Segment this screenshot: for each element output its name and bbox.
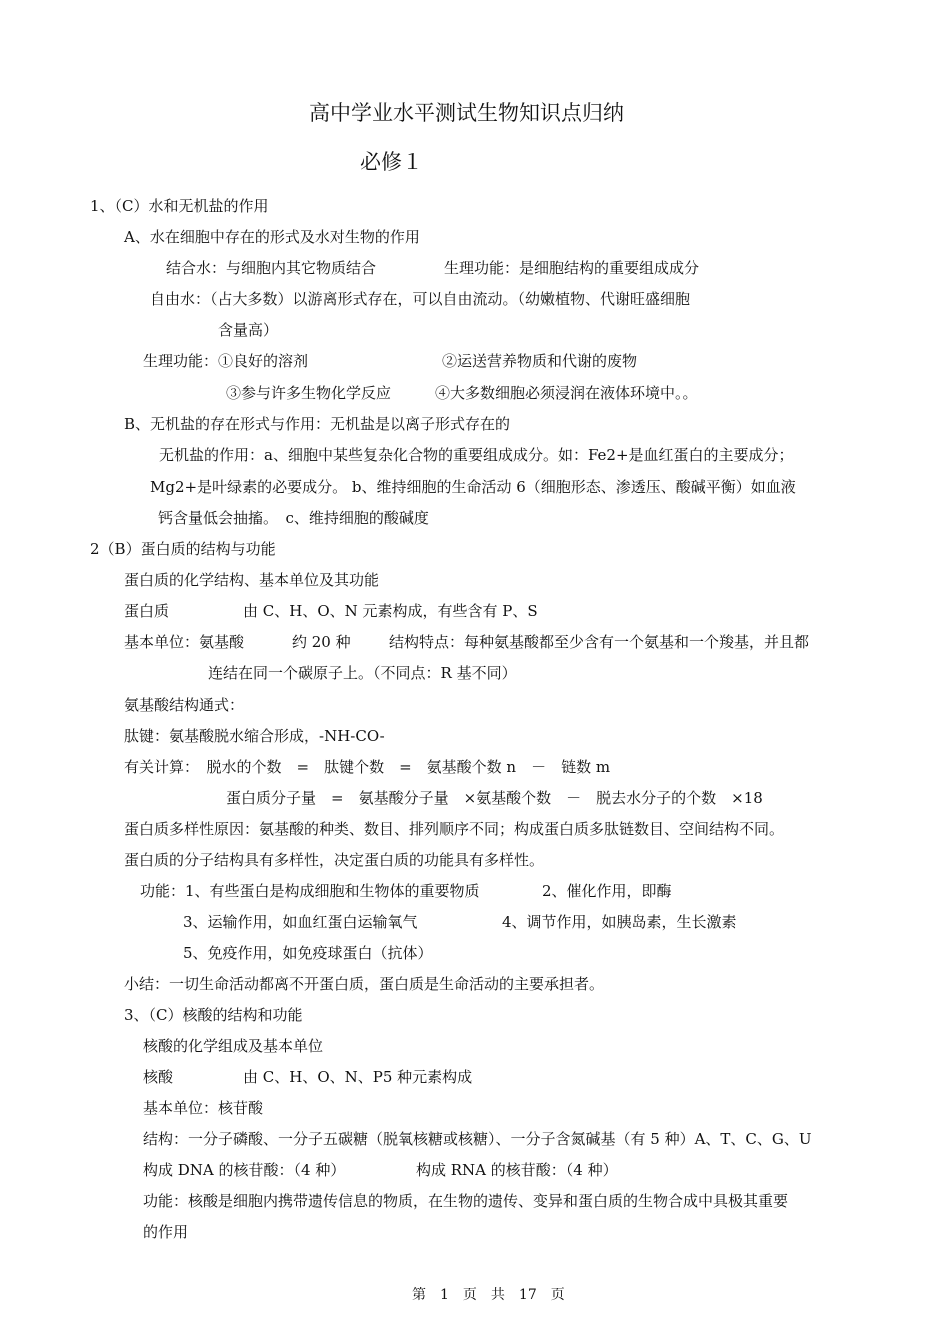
text-line: 生理功能：①良好的溶剂 (143, 352, 309, 370)
text-line: 自由水：（占大多数）以游离形式存在，可以自由流动。（幼嫩植物、代谢旺盛细胞 (150, 290, 691, 308)
section-1-heading: 1、（C）水和无机盐的作用 (90, 197, 269, 215)
page-footer: 第 1 页 共 17 页 (412, 1287, 565, 1303)
text-line: 的作用 (143, 1223, 189, 1241)
text-line: 生理功能：是细胞结构的重要组成成分 (444, 259, 700, 277)
text-line: Mg2+是叶绿素的必要成分。 b、维持细胞的生命活动 6（细胞形态、渗透压、酸碱平衡）如血液 (150, 478, 796, 496)
text-line: 基本单位：核苷酸 (143, 1099, 264, 1117)
text-line: 无机盐的作用：a、细胞中某些复杂化合物的重要组成成分。如：Fe2+是血红蛋白的主要成分； (159, 446, 794, 464)
text-line: 核酸的化学组成及基本单位 (143, 1037, 324, 1055)
text-line: 构成 RNA 的核苷酸：（4 种） (416, 1161, 618, 1179)
section-3-heading: 3、（C）核酸的结构和功能 (124, 1006, 303, 1024)
text-line: 5、免疫作用，如免疫球蛋白（抗体） (183, 944, 433, 962)
text-line: 蛋白质分子量 = 氨基酸分子量 ×氨基酸个数 － 脱去水分子的个数 ×18 (226, 789, 763, 807)
text-line: 核酸 (143, 1068, 174, 1086)
text-line: 构成 DNA 的核苷酸：（4 种） (143, 1161, 346, 1179)
text-line: 有关计算： 脱水的个数 = 肽键个数 = 氨基酸个数 n － 链数 m (124, 758, 611, 776)
text-line: 氨基酸结构通式： (124, 696, 245, 714)
text-line: 约 20 种 (292, 633, 351, 651)
text-line: 蛋白质多样性原因：氨基酸的种类、数目、排列顺序不同；构成蛋白质多肽链数目、空间结构不同。 (124, 820, 785, 838)
text-line: 结合水：与细胞内其它物质结合 (166, 259, 377, 277)
page-subtitle: 必修１ (360, 150, 423, 174)
text-line: 2、催化作用，即酶 (542, 882, 672, 900)
page-title: 高中学业水平测试生物知识点归纳 (309, 101, 624, 125)
text-line: ③参与许多生物化学反应 (226, 384, 392, 402)
text-line: 肽键：氨基酸脱水缩合形成，-NH-CO- (124, 727, 385, 745)
text-line: 4、调节作用，如胰岛素，生长激素 (502, 913, 737, 931)
text-line: 结构：一分子磷酸、一分子五碳糖（脱氧核糖或核糖）、一分子含氮碱基（有 5 种）A、T、C、G、U (143, 1130, 812, 1148)
text-line: 蛋白质 (124, 602, 170, 620)
section-1b-heading: B、无机盐的存在形式与作用：无机盐是以离子形式存在的 (124, 415, 511, 433)
section-1a-heading: A、水在细胞中存在的形式及水对生物的作用 (124, 228, 420, 246)
text-line: ④大多数细胞必须浸润在液体环境中。。 (435, 384, 698, 402)
text-line: 功能：核酸是细胞内携带遗传信息的物质，在生物的遗传、变异和蛋白质的生物合成中具极其重要 (143, 1192, 789, 1210)
text-line: 蛋白质的化学结构、基本单位及其功能 (124, 571, 380, 589)
text-line: 由 C、H、O、N 元素构成，有些含有 P、S (243, 602, 538, 620)
text-line: 钙含量低会抽搐。 c、维持细胞的酸碱度 (158, 509, 429, 527)
text-line: 含量高） (218, 321, 279, 339)
text-line: 结构特点：每种氨基酸都至少含有一个氨基和一个羧基，并且都 (389, 633, 810, 651)
text-line: 蛋白质的分子结构具有多样性，决定蛋白质的功能具有多样性。 (124, 851, 545, 869)
text-line: 功能：1、有些蛋白是构成细胞和生物体的重要物质 (140, 882, 480, 900)
text-line: 3、运输作用，如血红蛋白运输氧气 (183, 913, 418, 931)
text-line: ②运送营养物质和代谢的废物 (442, 352, 638, 370)
text-line: 连结在同一个碳原子上。（不同点：R 基不同） (208, 664, 517, 682)
text-line: 由 C、H、O、N、P5 种元素构成 (243, 1068, 473, 1086)
section-2-heading: 2（B）蛋白质的结构与功能 (90, 540, 276, 558)
text-line: 小结：一切生命活动都离不开蛋白质，蛋白质是生命活动的主要承担者。 (124, 975, 605, 993)
text-line: 基本单位：氨基酸 (124, 633, 245, 651)
